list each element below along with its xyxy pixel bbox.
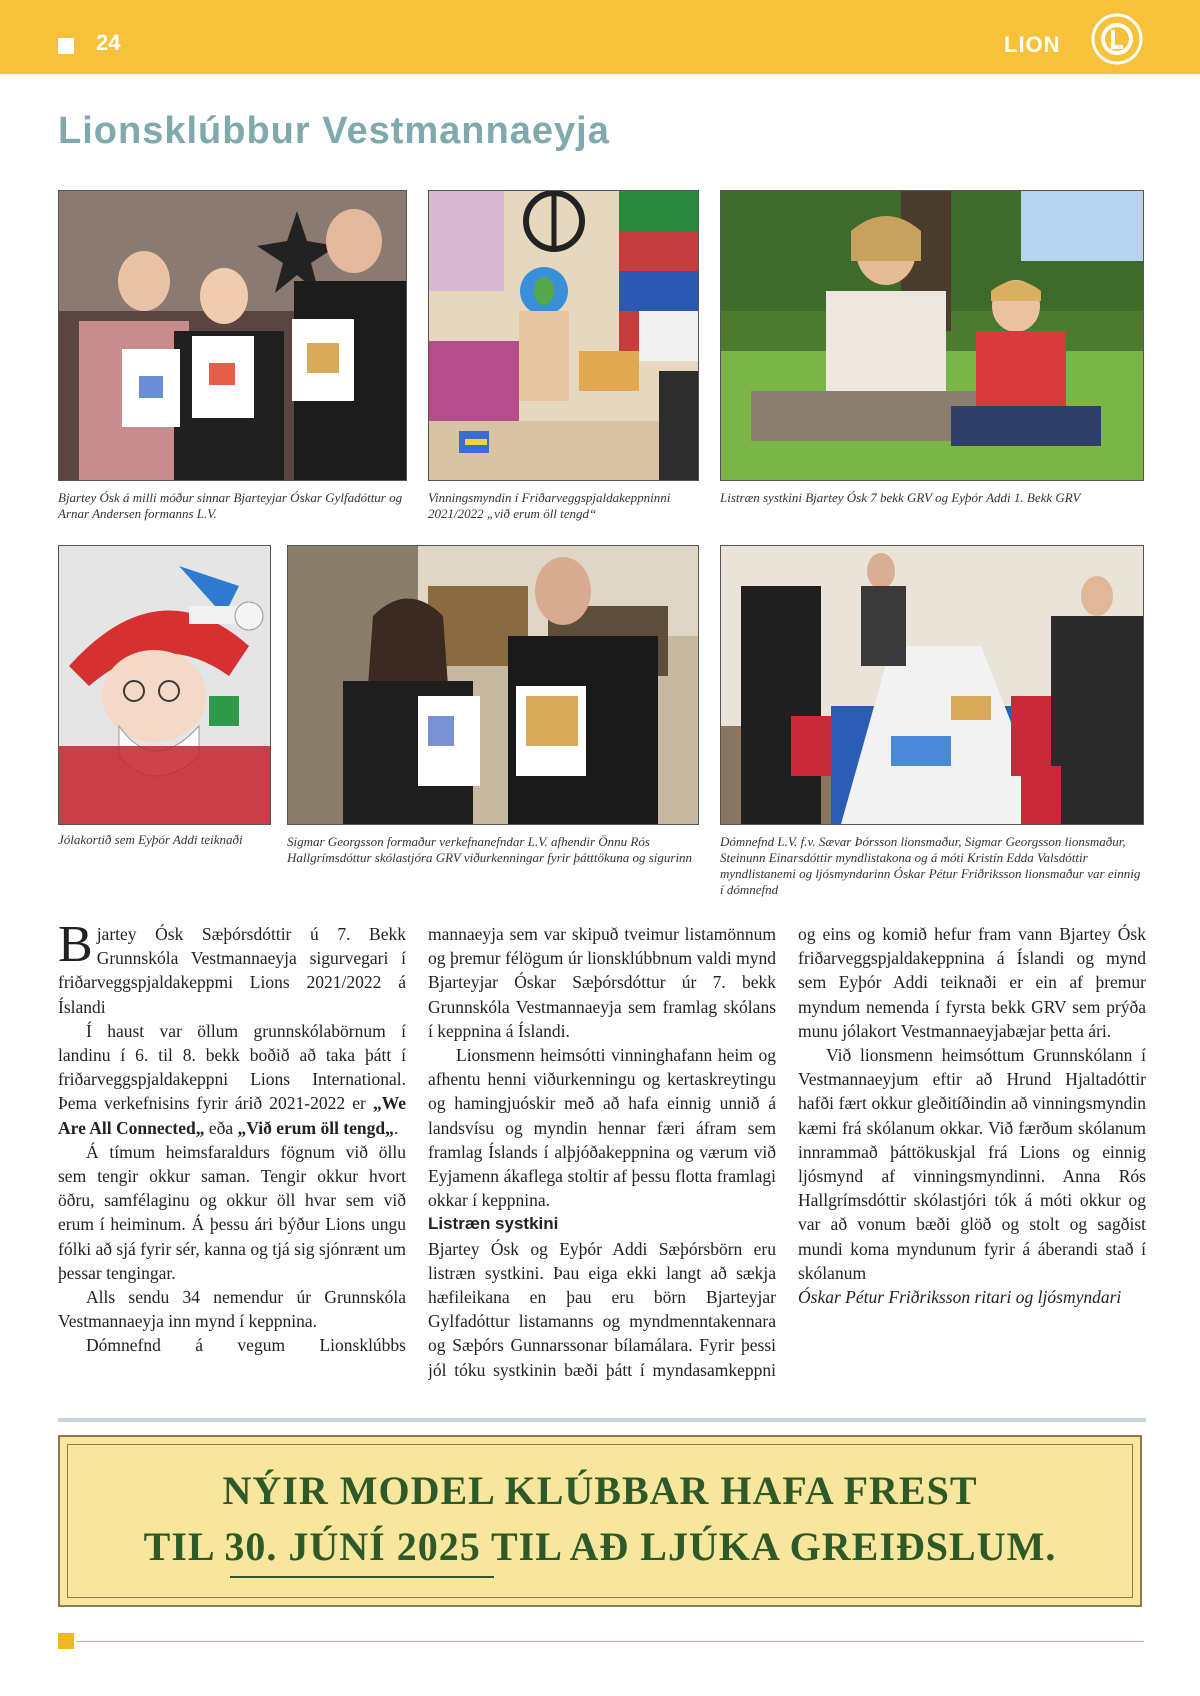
article-paragraph: mannaeyja sem var skipuð tveimur listamönnum og þremur félögum úr lionsklúbbnum valdi mynd Bjarteyjar Óskar Sæþórsdóttur úr 7. bekk Grunnskóla Vestmannaeyja sem framlag skólans í keppnina á Íslandi. [428, 924, 776, 1041]
footer-square-marker [58, 1633, 74, 1649]
banner-line-2: TIL 30. JÚNÍ 2025 TIL AÐ LJÚKA GREIÐSLUM. [143, 1524, 1057, 1569]
banner-line-1: NÝIR MODEL KLÚBBAR HAFA FREST [222, 1468, 978, 1513]
award-handover-photo [287, 545, 699, 825]
article-column-2 [428, 922, 776, 1382]
christmas-card-drawing-photo [58, 545, 271, 825]
footer-rule [76, 1641, 1144, 1642]
drop-cap: B [58, 916, 93, 973]
page-header [0, 0, 1200, 74]
magazine-brand: LION [1004, 32, 1061, 57]
lions-emblem-icon [1088, 12, 1146, 66]
article-paragraph: Lionsmenn heimsótti vinninghafann heim og afhentu henni viðurkenningu og kertaskreytingu og hamingjuóskir með að hafa einnig unnið á landsvísu og myndin hennar færi áfram sem framlag Íslands í alþjóðakeppnina og værum við Eyjamenn ákaflega stoltir af þessu flotta framlagi okkar í keppnina. [428, 1045, 776, 1211]
page-title: Lionsklúbbur Vestmannaeyja [58, 110, 610, 152]
article-paragraph: Bjartey Ósk Sæþórsdóttir ú 7. Bekk Grunnskóla Vestmannaeyja sigurvegari í friðarveggspjaldakeppmi Lions 2021/2022 á Íslandi [58, 916, 406, 1017]
photo-caption: Bjartey Ósk á milli móður sinnar Bjarteyjar Óskar Gylfadóttur og Arnar Andersen formanns L.V. [58, 490, 403, 521]
banner-underline [230, 1576, 494, 1578]
page-number: 24 [96, 30, 121, 55]
article-paragraph: Í haust var öllum grunnskólabörnum í landinu í 6. til 8. bekk boðið að taka þátt í friðarveggspjaldakeppni Lions International. Þema verkefnisins fyrir árið 2021-2022 er „We Are All Connected„ eða „Við erum öll tengd„. [58, 1020, 406, 1138]
article-paragraph: Dómnefnd á vegum Lionsklúbbs [86, 1335, 406, 1356]
photo-caption: Vinningsmyndin í Friðarveggspjaldakeppninni 2021/2022 „við erum öll tengd“ [428, 490, 671, 521]
author-signature: Óskar Pétur Friðriksson ritari og ljósmyndari [798, 1287, 1122, 1308]
section-subheading: Listræn systkini [428, 1214, 559, 1234]
photo-caption: Listræn systkini Bjartey Ósk 7 bekk GRV og Eyþór Addi 1. Bekk GRV [720, 490, 1081, 505]
article-paragraph: Bjartey Ósk og Eyþór Addi Sæþórsbörn eru listræn systkini. Þau eiga ekki langt að sækja hæfileikana en þau eru börn Bjarteyjar Gylfadóttur listamanns og myndmenntakennara og Sæþórs Gunnarssonar bílamálara. Fyrir þessi jól tóku systkinin bæði þátt í myndasamkeppni [428, 1238, 776, 1380]
article-paragraph: og eins og komið hefur fram vann Bjartey Ósk friðarveggspjaldakeppnina á Íslandi og mynd sem Eyþór Addi teiknaði er ein af þremur myndum nemenda í fyrsta bekk GRV sem prýða munu jólakort Vestmannaeyjabæjar þetta ári. [798, 924, 1146, 1041]
article-paragraph: Á tímum heimsfaraldurs fögnum við öllu sem tengir okkur saman. Tengir okkur hvort öðru, samfélaginu og okkur öll hvar sem við erum í heiminum. Á þessu ári býður Lions ungu fólki að sjá fyrir sér, kanna og tjá sig sjónrænt um þessar tengingar. [58, 1141, 406, 1283]
section-divider [58, 1418, 1146, 1422]
article-paragraph: Alls sendu 34 nemendur úr Grunnskóla Vestmannaeyja inn mynd í keppnina. [58, 1287, 406, 1332]
header-square-marker [58, 38, 74, 54]
article-paragraph: Við lionsmenn heimsóttum Grunnskólann í Vestmannaeyjum eftir að Hrund Hjaltadóttir hafði fært okkur gleðitíðindin að vinningsmyndin kæmi frá skólanum okkar. Við færðum skólanum innrammað þáttökuskjal frá Lions og einnig ljósmynd af vinningsmyndinni. Anna Rós Hallgrímsdóttir skólastjóri tók á móti okkur og var að vonum bæði glöð og stolt og sagðist mundi koma myndunum fyrir á áberandi stað í skólanum [798, 1045, 1146, 1283]
family-with-certificates-photo [58, 190, 407, 481]
photo-caption: Sigmar Georgsson formaður verkefnanefndar L.V. afhendir Önnu Rós Hallgrímsdóttur skólastjóra GRV viðurkenningar fyrir þátttökuna og sigurinn [287, 834, 693, 865]
article-column-3 [798, 922, 1146, 1309]
siblings-on-grass-photo [720, 190, 1144, 481]
jury-judging-photo [720, 545, 1144, 825]
announcement-banner [58, 1435, 1142, 1607]
photo-caption: Jólakortið sem Eyþór Addi teiknaði [58, 832, 243, 847]
winning-peace-poster-photo [428, 190, 699, 481]
article-column-1 [58, 916, 406, 1357]
photo-caption: Dómnefnd L.V. f.v. Sævar Þórsson lionsmaður, Sigmar Georgsson lionsmaður, Steinunn Einarsdóttir myndlistakona og á móti Kristín Edda Valsdóttir myndlistanemi og ljósmyndarinn Óskar Pétur Friðriksson lionsmaður var einnig í dómnefnd [720, 834, 1141, 897]
